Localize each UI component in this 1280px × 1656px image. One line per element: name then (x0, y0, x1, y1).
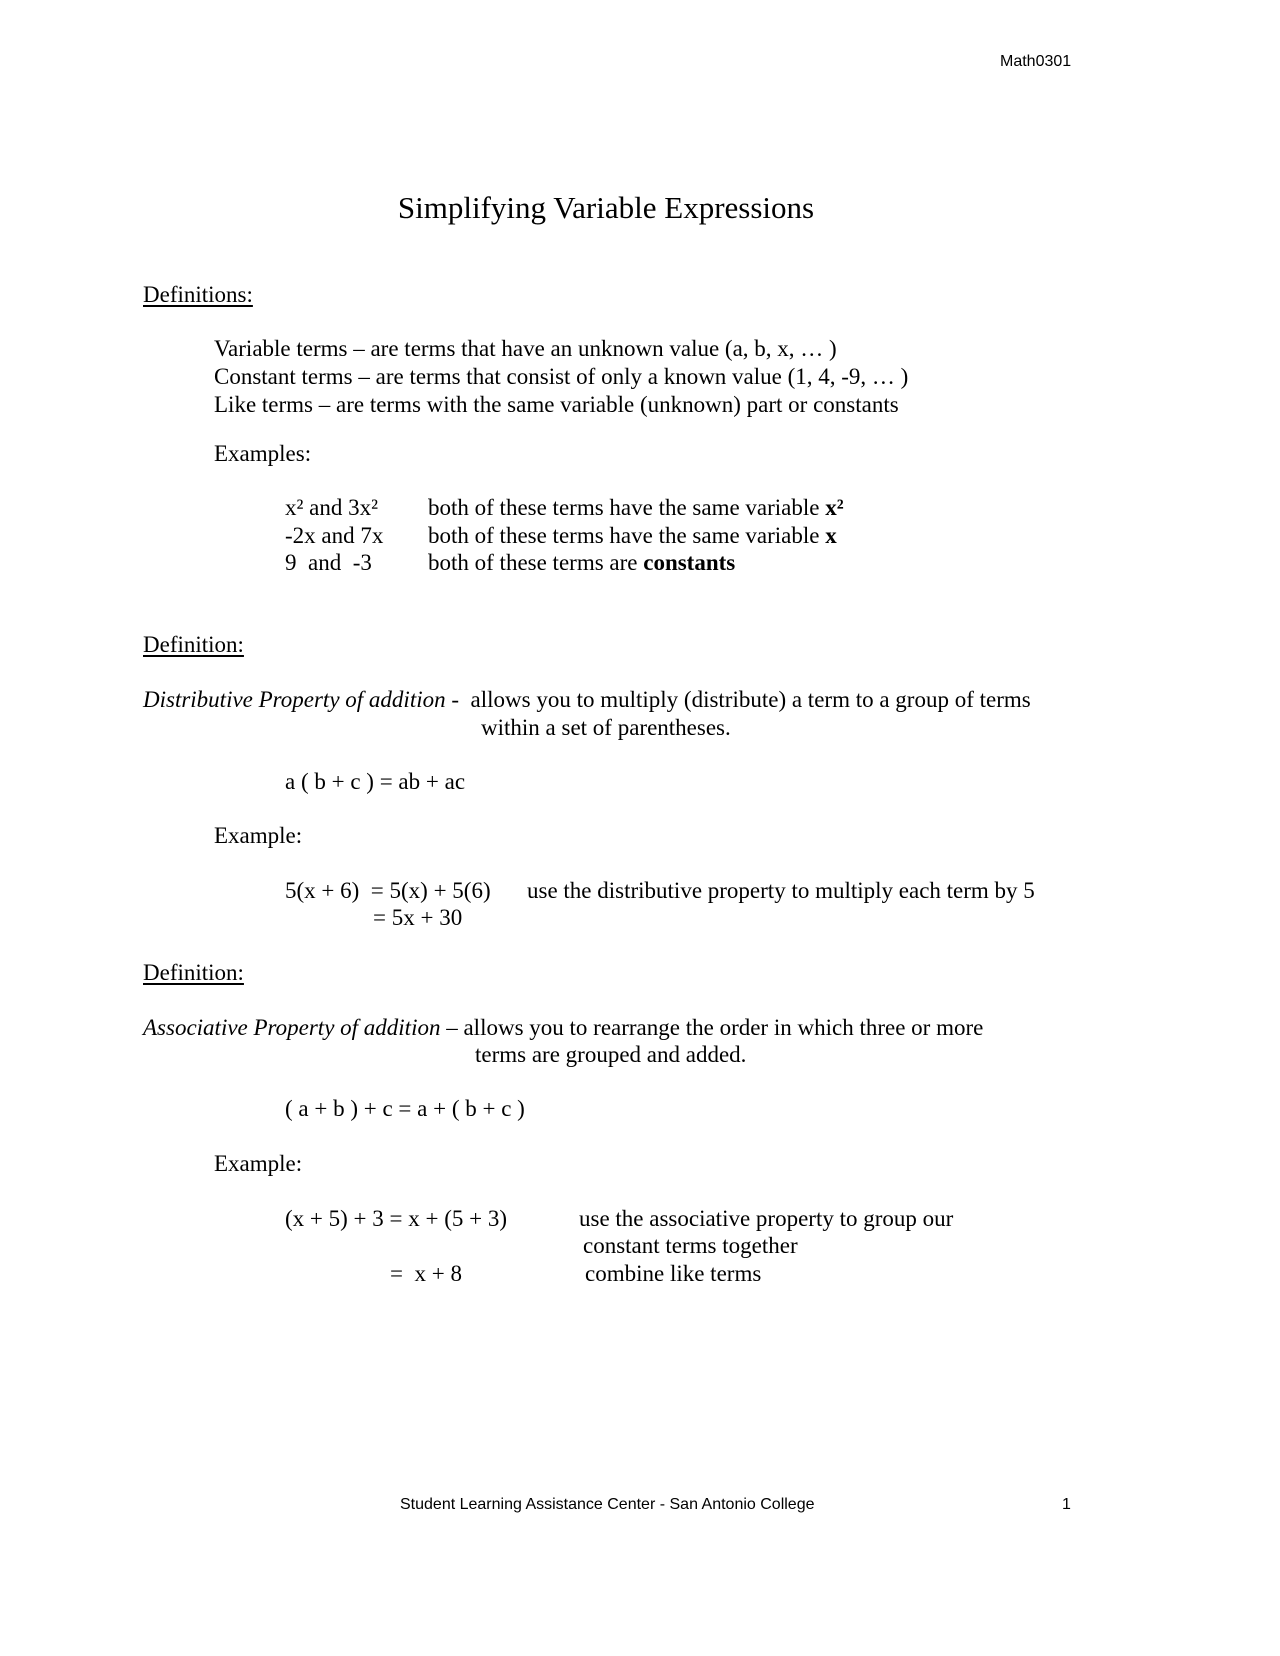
distributive-example-step2: = 5x + 30 (373, 905, 463, 930)
example-description (428, 524, 837, 547)
course-code: Math0301 (1000, 53, 1072, 70)
distributive-desc-line1: allows you to multiply (distribute) a term to a group of terms (470, 687, 1031, 712)
page-number: 1 (1062, 1496, 1071, 1513)
associative-desc-line2: terms are grouped and added. (475, 1042, 747, 1067)
definition-variable-terms: Variable terms – are terms that have an unknown value (a, b, x, … ) (214, 336, 837, 361)
example-desc-text: both of these terms have the same variable (428, 495, 826, 520)
example-emphasis: x² (825, 495, 844, 520)
associative-example-step1: (x + 5) + 3 = x + (5 + 3) (285, 1206, 507, 1231)
definition-heading: Definition: (143, 960, 244, 985)
associative-example-note2: constant terms together (583, 1233, 798, 1258)
term-separator: – (440, 1015, 464, 1040)
example-description (428, 496, 844, 519)
example-desc-text: both of these terms have the same variable (428, 523, 826, 548)
definitions-heading: Definitions: (143, 282, 253, 307)
example-description (428, 551, 735, 574)
definition-like-terms: Like terms – are terms with the same variable (unknown) part or constants (214, 392, 899, 417)
associative-term: Associative Property of addition (143, 1015, 441, 1040)
definition-heading: Definition: (143, 632, 244, 657)
definition-constant-terms: Constant terms – are terms that consist of only a known value (1, 4, -9, … ) (214, 364, 909, 389)
associative-desc-line1: allows you to rearrange the order in which three or more (463, 1015, 984, 1040)
example-emphasis: x (825, 523, 837, 548)
distributive-example-note: use the distributive property to multiply each term by 5 (527, 878, 1035, 903)
example-label: Example: (214, 823, 303, 848)
page-title: Simplifying Variable Expressions (397, 190, 815, 225)
example-pair: -2x and 7x (285, 523, 384, 548)
distributive-desc-line2: within a set of parentheses. (481, 715, 731, 740)
example-desc-text: both of these terms are (428, 550, 644, 575)
associative-example-note1: use the associative property to group our (579, 1206, 954, 1231)
example-pair: x² and 3x² (285, 495, 378, 520)
examples-label: Examples: (214, 441, 312, 466)
example-emphasis: constants (643, 550, 736, 575)
distributive-example-step1: 5(x + 6) = 5(x) + 5(6) (285, 878, 491, 903)
term-separator: - (445, 687, 471, 712)
example-pair: 9 and -3 (285, 550, 372, 575)
distributive-definition (143, 688, 1031, 711)
associative-example-step2: = x + 8 (390, 1261, 462, 1286)
footer-center-text: Student Learning Assistance Center - San Antonio College (400, 1496, 815, 1513)
associative-formula: ( a + b ) + c = a + ( b + c ) (285, 1096, 525, 1121)
associative-definition (143, 1016, 983, 1039)
distributive-term: Distributive Property of addition (143, 687, 446, 712)
associative-example-note3: combine like terms (585, 1261, 762, 1286)
distributive-formula: a ( b + c ) = ab + ac (285, 769, 466, 794)
example-label: Example: (214, 1151, 303, 1176)
